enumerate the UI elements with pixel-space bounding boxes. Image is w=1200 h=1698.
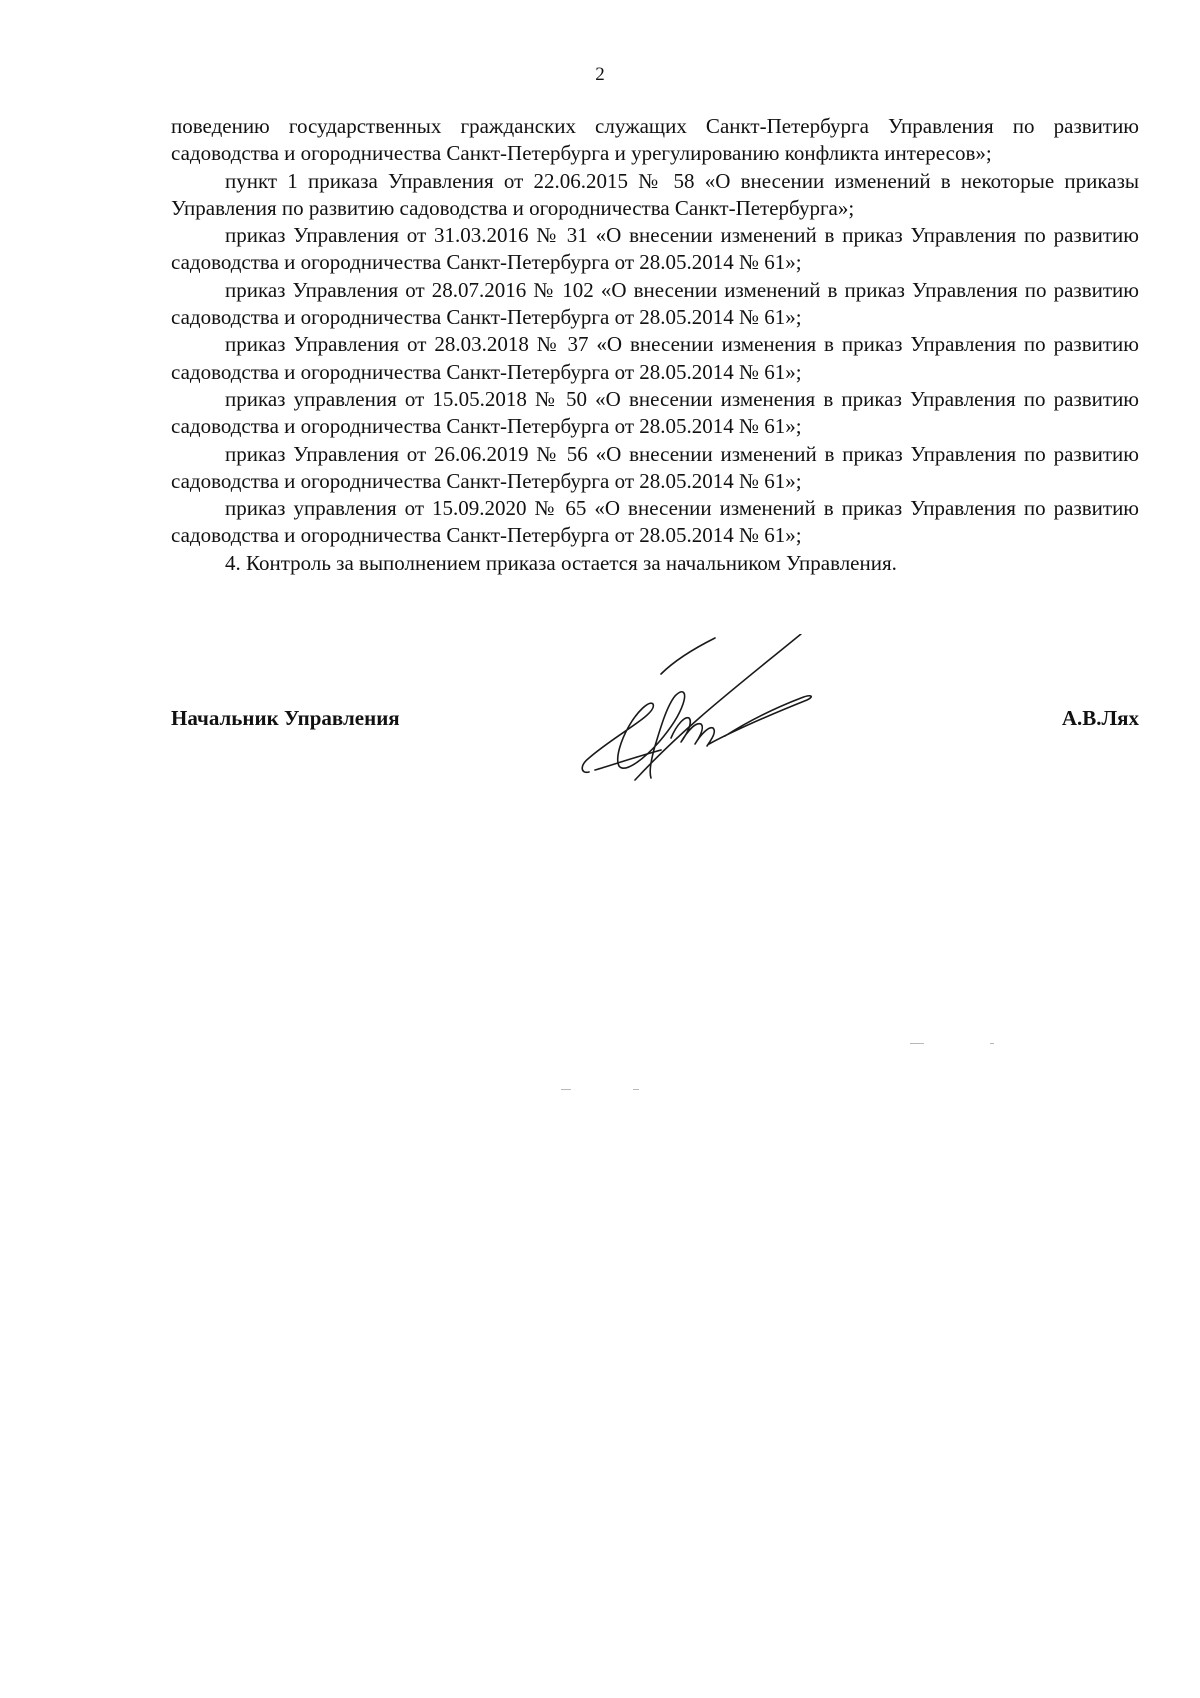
scan-speck — [633, 1089, 639, 1090]
scan-speck — [561, 1089, 571, 1090]
paragraph-continuation: поведению государственных гражданских служащих Санкт-Петербурга Управления по развитию садоводства и огородничества Санкт-Петербурга и урегулированию конфликта интересов»; — [171, 114, 1139, 166]
scan-speck — [990, 1043, 994, 1044]
paragraph-item-7: приказ управления от 15.09.2020 № 65 «О внесении изменений в приказ Управления по развитию садоводства и огородничества Санкт-Петербурга от 28.05.2014 № 61»; — [171, 496, 1139, 548]
paragraph-item-5: приказ управления от 15.05.2018 № 50 «О внесении изменения в приказ Управления по развитию садоводства и огородничества Санкт-Петербурга от 28.05.2014 № 61»; — [171, 386, 1139, 439]
paragraph-item-3: приказ Управления от 28.07.2016 № 102 «О внесении изменений в приказ Управления по развитию садоводства и огородничества Санкт-Петербурга от 28.05.2014 № 61»; — [171, 277, 1139, 330]
signatory-title: Начальник Управления — [171, 706, 400, 730]
paragraph-item-6: приказ Управления от 26.06.2019 № 56 «О внесении изменений в приказ Управления по развитию садоводства и огородничества Санкт-Петербурга от 28.05.2014 № 61»; — [171, 441, 1139, 493]
scan-speck — [910, 1043, 924, 1044]
page-number: 2 — [595, 64, 605, 85]
document-body — [171, 113, 1139, 577]
paragraph-item-2: приказ Управления от 31.03.2016 № 31 «О внесении изменений в приказ Управления по развитию садоводства и огородничества Санкт-Петербурга от 28.05.2014 № 61»; — [171, 223, 1139, 275]
paragraph-item-1: пункт 1 приказа Управления от 22.06.2015 № 58 «О внесении изменений в некоторые приказы Управления по развитию садоводства и огородничества Санкт-Петербурга»; — [171, 168, 1139, 220]
paragraph-item-4: приказ Управления от 28.03.2018 № 37 «О внесении изменения в приказ Управления по развитию садоводства и огородничества Санкт-Петербурга от 28.05.2014 № 61»; — [171, 332, 1139, 384]
paragraph-control-clause: 4. Контроль за выполнением приказа остается за начальником Управления. — [225, 550, 897, 575]
signatory-name: А.В.Лях — [1061, 706, 1139, 730]
handwritten-signature-icon — [575, 634, 865, 784]
